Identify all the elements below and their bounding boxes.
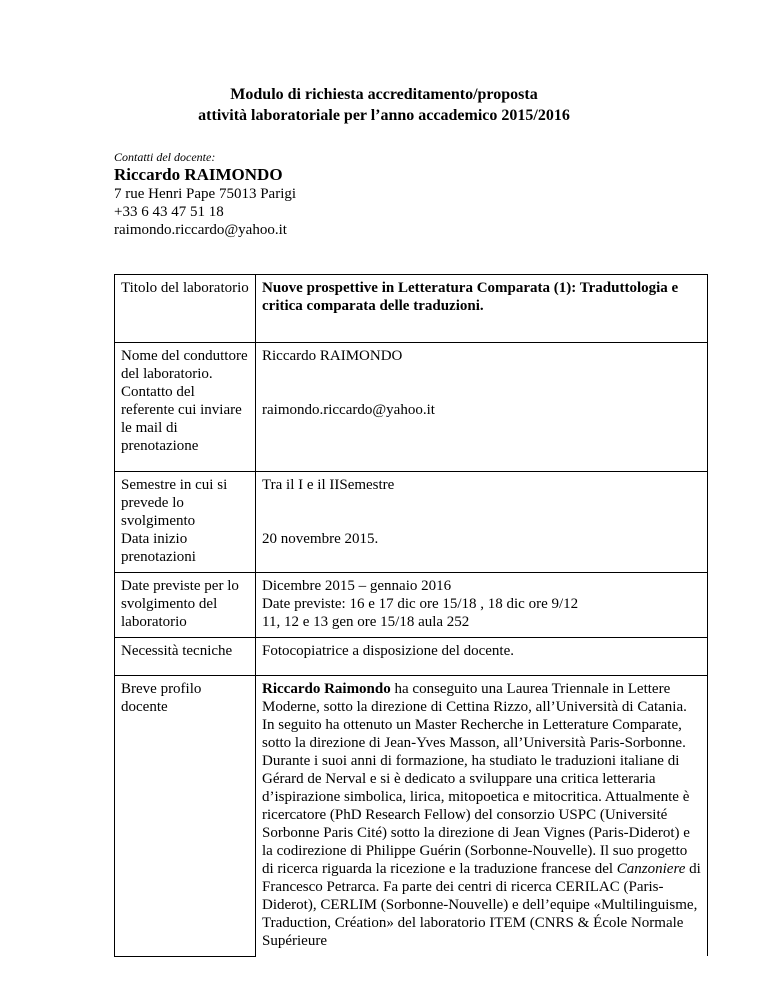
row-label: Necessità tecniche [115, 638, 256, 676]
table-row [115, 676, 708, 957]
bio-text-cont: di Francesco Petrarca. Fa parte dei centri di ricerca CERILAC (Paris-Diderot), CERLIM (Sorbonne-Nouvelle) e dell’equipe «Multilinguisme, Traduction, Création» del laboratorio ITEM (CNRS & École Normale Supérieure [262, 861, 701, 949]
row-label [115, 343, 256, 472]
row-label-part: Semestre in cui si prevede lo svolgimento [121, 477, 228, 529]
row-value [256, 343, 708, 472]
conductor-name: Riccardo RAIMONDO [262, 348, 403, 364]
bio-work-title: Canzoniere [616, 861, 686, 877]
dates-line: 11, 12 e 13 gen ore 15/18 aula 252 [262, 614, 470, 630]
table-row [115, 573, 708, 638]
teacher-name: Riccardo RAIMONDO [114, 165, 283, 184]
request-form-table [114, 274, 708, 957]
bio-name: Riccardo Raimondo [262, 681, 391, 697]
dates-line: Date previste: 16 e 17 dic ore 15/18 , 18 dic ore 9/12 [262, 596, 579, 612]
teacher-contacts [114, 150, 296, 239]
title-line-2: attività laboratoriale per l’anno accademico 2015/2016 [198, 107, 570, 124]
table-row [115, 343, 708, 472]
row-value: Fotocopiatrice a disposizione del docente. [256, 638, 708, 676]
row-label: Date previste per lo svolgimento del laboratorio [115, 573, 256, 638]
semester-value: Tra il I e il IISemestre [262, 477, 395, 493]
booking-start-date: 20 novembre 2015. [262, 531, 379, 547]
row-label: Breve profilo docente [115, 676, 256, 957]
teacher-bio [256, 676, 708, 957]
bio-text: ha conseguito una Laurea Triennale in Lettere Moderne, sotto la direzione di Cettina Rizzo, all’Università di Catania. In seguito ha ottenuto un Master Recherche in Letterature Comparate, sotto la direzione di Jean-Yves Masson, all’Università Paris-Sorbonne. Durante i suoi anni di formazione, ha studiato le traduzioni italiane di Gérard de Nerval e si è dedicato a sviluppare una critica letteraria d’ispirazione simbolica, lirica, mitopoetica e mitocritica. Attualmente è ricercatore (PhD Research Fellow) del consorzio USPC (Université Sorbonne Paris Cité) sotto la direzione di Jean Vignes (Paris-Diderot) e la codirezione di Philippe Guérin (Sorbonne-Nouvelle). Il suo progetto di ricerca riguarda la ricezione e la traduzione francese del [262, 681, 690, 877]
dates-line: Dicembre 2015 – gennaio 2016 [262, 578, 452, 594]
teacher-phone: +33 6 43 47 51 18 [114, 204, 224, 220]
row-value [256, 573, 708, 638]
row-label: Titolo del laboratorio [115, 275, 256, 343]
contacts-label: Contatti del docente: [114, 150, 216, 164]
row-value: Nuove prospettive in Letteratura Comparata (1): Traduttologia e critica comparata delle traduzioni. [256, 275, 708, 343]
row-label-part: Data inizio prenotazioni [121, 531, 196, 565]
document-title [0, 84, 768, 126]
table-row [115, 638, 708, 676]
row-value [256, 472, 708, 573]
title-line-1: Modulo di richiesta accreditamento/proposta [230, 86, 538, 103]
table-row [115, 275, 708, 343]
row-label-part: Nome del conduttore del laboratorio. [121, 348, 248, 382]
teacher-email: raimondo.riccardo@yahoo.it [114, 222, 287, 238]
teacher-address: 7 rue Henri Pape 75013 Parigi [114, 186, 297, 202]
booking-email: raimondo.riccardo@yahoo.it [262, 402, 435, 418]
table-row [115, 472, 708, 573]
row-label-part: Contatto del referente cui inviare le mail di prenotazione [121, 384, 242, 454]
row-label [115, 472, 256, 573]
